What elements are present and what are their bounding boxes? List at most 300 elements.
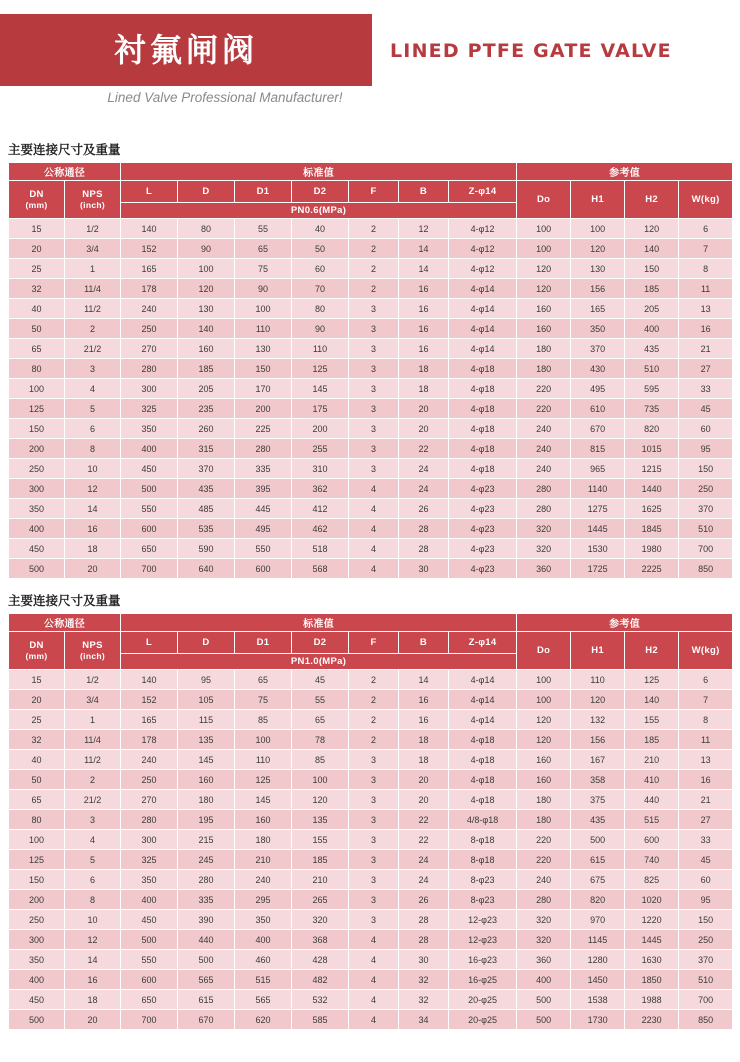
- cell: 105: [178, 690, 235, 710]
- cell: 4: [349, 479, 399, 499]
- cell: 16-φ23: [449, 950, 517, 970]
- cell: 615: [178, 990, 235, 1010]
- table-row: [9, 259, 733, 279]
- cell: 360: [517, 559, 571, 579]
- spec-table-pn10: [8, 613, 733, 1030]
- cell: 26: [399, 890, 449, 910]
- cell: 65: [235, 670, 292, 690]
- cell: 150: [235, 359, 292, 379]
- cell: 370: [571, 339, 625, 359]
- pressure-rating-label: PN0.6(MPa): [121, 203, 517, 219]
- cell: 595: [625, 379, 679, 399]
- cell: 4: [349, 990, 399, 1010]
- cell: 180: [517, 810, 571, 830]
- cell: 515: [625, 810, 679, 830]
- cell: 1: [65, 259, 121, 279]
- cell: 20-φ25: [449, 990, 517, 1010]
- table-row: [9, 910, 733, 930]
- cell: 205: [625, 299, 679, 319]
- cell: 100: [9, 379, 65, 399]
- cell: 215: [178, 830, 235, 850]
- cell: 350: [121, 870, 178, 890]
- cell: 132: [571, 710, 625, 730]
- cell: 160: [178, 339, 235, 359]
- cell: 120: [517, 279, 571, 299]
- cell: 16: [399, 710, 449, 730]
- header-nominal-diameter: 公称通径: [9, 163, 121, 181]
- cell: 2: [349, 690, 399, 710]
- cell: 20: [9, 239, 65, 259]
- cell: 6: [679, 670, 733, 690]
- cell: 700: [679, 990, 733, 1010]
- col-b: B: [399, 632, 449, 654]
- header-standard-value: 标准值: [121, 163, 517, 181]
- cell: 13: [679, 299, 733, 319]
- cell: 4-φ14: [449, 690, 517, 710]
- cell: 28: [399, 519, 449, 539]
- cell: 320: [517, 519, 571, 539]
- cell: 15: [9, 670, 65, 690]
- col-d1: D1: [235, 632, 292, 654]
- cell: 125: [235, 770, 292, 790]
- cell: 20: [9, 690, 65, 710]
- cell: 3/4: [65, 690, 121, 710]
- cell: 150: [625, 259, 679, 279]
- cell: 320: [517, 930, 571, 950]
- table-row: [9, 439, 733, 459]
- cell: 270: [121, 790, 178, 810]
- cell: 240: [517, 419, 571, 439]
- col-d: D: [178, 632, 235, 654]
- cell: 1850: [625, 970, 679, 990]
- cell: 450: [9, 990, 65, 1010]
- cell: 4-φ14: [449, 319, 517, 339]
- cell: 27: [679, 359, 733, 379]
- col-dn: DN (mm): [9, 181, 65, 219]
- cell: 2: [65, 770, 121, 790]
- cell: 240: [517, 439, 571, 459]
- cell: 16: [399, 690, 449, 710]
- cell: 225: [235, 419, 292, 439]
- cell: 220: [517, 850, 571, 870]
- table-row: [9, 690, 733, 710]
- cell: 65: [292, 710, 349, 730]
- cell: 170: [235, 379, 292, 399]
- cell: 130: [571, 259, 625, 279]
- cell: 2: [349, 730, 399, 750]
- cell: 532: [292, 990, 349, 1010]
- cell: 350: [235, 910, 292, 930]
- cell: 4: [349, 930, 399, 950]
- table-row: [9, 559, 733, 579]
- cell: 185: [292, 850, 349, 870]
- cell: 210: [292, 870, 349, 890]
- cell: 140: [121, 670, 178, 690]
- cell: 195: [178, 810, 235, 830]
- cell: 450: [9, 539, 65, 559]
- cell: 440: [178, 930, 235, 950]
- page-title-cn: 衬氟闸阀: [113, 31, 258, 69]
- cell: 156: [571, 730, 625, 750]
- cell: 1/2: [65, 670, 121, 690]
- cell: 815: [571, 439, 625, 459]
- table-row: [9, 950, 733, 970]
- cell: 160: [517, 299, 571, 319]
- cell: 4-φ18: [449, 419, 517, 439]
- cell: 24: [399, 870, 449, 890]
- cell: 400: [235, 930, 292, 950]
- cell: 130: [235, 339, 292, 359]
- cell: 3: [349, 459, 399, 479]
- cell: 7: [679, 690, 733, 710]
- cell: 20: [399, 770, 449, 790]
- col-do: Do: [517, 181, 571, 219]
- cell: 400: [517, 970, 571, 990]
- table-row: [9, 279, 733, 299]
- cell: 180: [235, 830, 292, 850]
- cell: 335: [178, 890, 235, 910]
- cell: 150: [9, 870, 65, 890]
- cell: 80: [9, 359, 65, 379]
- cell: 325: [121, 850, 178, 870]
- cell: 160: [178, 770, 235, 790]
- cell: 14: [399, 670, 449, 690]
- cell: 1145: [571, 930, 625, 950]
- cell: 180: [517, 339, 571, 359]
- cell: 27: [679, 810, 733, 830]
- cell: 100: [517, 219, 571, 239]
- cell: 24: [399, 479, 449, 499]
- cell: 110: [235, 319, 292, 339]
- cell: 2: [349, 670, 399, 690]
- cell: 110: [235, 750, 292, 770]
- cell: 300: [121, 379, 178, 399]
- cell: 160: [517, 750, 571, 770]
- cell: 358: [571, 770, 625, 790]
- cell: 500: [121, 479, 178, 499]
- cell: 670: [178, 1010, 235, 1030]
- cell: 4-φ23: [449, 499, 517, 519]
- cell: 700: [121, 1010, 178, 1030]
- cell: 250: [121, 770, 178, 790]
- cell: 130: [178, 299, 235, 319]
- page-subtitle: Lined Valve Professional Manufacturer!: [107, 90, 343, 105]
- cell: 435: [178, 479, 235, 499]
- cell: 100: [517, 690, 571, 710]
- cell: 3: [65, 359, 121, 379]
- cell: 3: [349, 379, 399, 399]
- cell: 6: [679, 219, 733, 239]
- cell: 4: [349, 499, 399, 519]
- cell: 20: [399, 399, 449, 419]
- cell: 11/2: [65, 299, 121, 319]
- cell: 565: [178, 970, 235, 990]
- col-nps: NPS (inch): [65, 181, 121, 219]
- cell: 60: [679, 419, 733, 439]
- cell: 2225: [625, 559, 679, 579]
- cell: 320: [292, 910, 349, 930]
- cell: 18: [399, 359, 449, 379]
- cell: 1/2: [65, 219, 121, 239]
- cell: 30: [399, 950, 449, 970]
- cell: 65: [9, 339, 65, 359]
- spec-section-pn06: [0, 140, 740, 579]
- cell: 50: [9, 319, 65, 339]
- cell: 167: [571, 750, 625, 770]
- cell: 165: [121, 259, 178, 279]
- cell: 28: [399, 910, 449, 930]
- table-row: [9, 239, 733, 259]
- cell: 500: [9, 1010, 65, 1030]
- cell: 14: [65, 950, 121, 970]
- cell: 4-φ18: [449, 399, 517, 419]
- col-d2: D2: [292, 181, 349, 203]
- cell: 75: [235, 259, 292, 279]
- spec-table-body-1: [9, 219, 733, 579]
- cell: 4-φ12: [449, 219, 517, 239]
- cell: 510: [679, 519, 733, 539]
- cell: 80: [178, 219, 235, 239]
- cell: 620: [235, 1010, 292, 1030]
- col-weight: W(kg): [679, 181, 733, 219]
- cell: 3: [349, 890, 399, 910]
- cell: 3: [349, 850, 399, 870]
- cell: 4-φ18: [449, 770, 517, 790]
- cell: 140: [625, 239, 679, 259]
- header-reference-value: 参考值: [517, 614, 733, 632]
- table-row: [9, 399, 733, 419]
- col-h1: H1: [571, 632, 625, 670]
- cell: 1275: [571, 499, 625, 519]
- cell: 120: [571, 690, 625, 710]
- cell: 175: [292, 399, 349, 419]
- cell: 440: [625, 790, 679, 810]
- cell: 100: [178, 259, 235, 279]
- cell: 11/4: [65, 279, 121, 299]
- col-b: B: [399, 181, 449, 203]
- spec-table-body-2: [9, 670, 733, 1030]
- cell: 670: [571, 419, 625, 439]
- cell: 11/2: [65, 750, 121, 770]
- cell: 1215: [625, 459, 679, 479]
- cell: 280: [121, 359, 178, 379]
- cell: 300: [9, 479, 65, 499]
- cell: 6: [65, 870, 121, 890]
- cell: 16: [65, 519, 121, 539]
- cell: 55: [292, 690, 349, 710]
- cell: 90: [235, 279, 292, 299]
- cell: 4-φ18: [449, 750, 517, 770]
- cell: 14: [399, 239, 449, 259]
- table-row: [9, 810, 733, 830]
- col-f: F: [349, 632, 399, 654]
- cell: 21/2: [65, 339, 121, 359]
- cell: 4-φ18: [449, 459, 517, 479]
- cell: 675: [571, 870, 625, 890]
- table-row: [9, 930, 733, 950]
- cell: 32: [9, 730, 65, 750]
- cell: 33: [679, 830, 733, 850]
- cell: 700: [121, 559, 178, 579]
- cell: 700: [679, 539, 733, 559]
- cell: 600: [121, 519, 178, 539]
- cell: 12: [65, 930, 121, 950]
- cell: 180: [517, 359, 571, 379]
- cell: 60: [292, 259, 349, 279]
- cell: 4-φ18: [449, 379, 517, 399]
- cell: 220: [517, 379, 571, 399]
- cell: 515: [235, 970, 292, 990]
- table-row: [9, 730, 733, 750]
- cell: 22: [399, 830, 449, 850]
- cell: 495: [235, 519, 292, 539]
- cell: 15: [9, 219, 65, 239]
- cell: 156: [571, 279, 625, 299]
- cell: 40: [9, 750, 65, 770]
- cell: 4-φ14: [449, 670, 517, 690]
- cell: 16-φ25: [449, 970, 517, 990]
- cell: 80: [292, 299, 349, 319]
- cell: 495: [571, 379, 625, 399]
- cell: 26: [399, 499, 449, 519]
- cell: 370: [679, 950, 733, 970]
- cell: 610: [571, 399, 625, 419]
- cell: 280: [178, 870, 235, 890]
- cell: 3: [65, 810, 121, 830]
- cell: 185: [625, 279, 679, 299]
- cell: 235: [178, 399, 235, 419]
- cell: 135: [178, 730, 235, 750]
- cell: 965: [571, 459, 625, 479]
- cell: 20: [399, 419, 449, 439]
- cell: 1725: [571, 559, 625, 579]
- table-row: [9, 519, 733, 539]
- cell: 100: [235, 299, 292, 319]
- cell: 11/4: [65, 730, 121, 750]
- cell: 100: [9, 830, 65, 850]
- cell: 390: [178, 910, 235, 930]
- cell: 280: [235, 439, 292, 459]
- cell: 1988: [625, 990, 679, 1010]
- cell: 65: [9, 790, 65, 810]
- cell: 3: [349, 830, 399, 850]
- table-row: [9, 850, 733, 870]
- cell: 4: [349, 950, 399, 970]
- cell: 600: [625, 830, 679, 850]
- cell: 240: [517, 459, 571, 479]
- cell: 120: [292, 790, 349, 810]
- cell: 205: [178, 379, 235, 399]
- cell: 78: [292, 730, 349, 750]
- cell: 310: [292, 459, 349, 479]
- table-row: [9, 830, 733, 850]
- cell: 4-φ23: [449, 479, 517, 499]
- cell: 165: [121, 710, 178, 730]
- cell: 24: [399, 459, 449, 479]
- cell: 18: [399, 730, 449, 750]
- cell: 12: [65, 479, 121, 499]
- cell: 8-φ18: [449, 850, 517, 870]
- cell: 4: [65, 830, 121, 850]
- header-nominal-diameter: 公称通径: [9, 614, 121, 632]
- cell: 500: [9, 559, 65, 579]
- cell: 14: [65, 499, 121, 519]
- cell: 240: [235, 870, 292, 890]
- cell: 145: [178, 750, 235, 770]
- cell: 565: [235, 990, 292, 1010]
- cell: 300: [121, 830, 178, 850]
- cell: 260: [178, 419, 235, 439]
- cell: 550: [121, 950, 178, 970]
- cell: 16: [65, 970, 121, 990]
- cell: 3: [349, 299, 399, 319]
- table-row: [9, 890, 733, 910]
- cell: 615: [571, 850, 625, 870]
- cell: 1730: [571, 1010, 625, 1030]
- cell: 25: [9, 710, 65, 730]
- cell: 11: [679, 730, 733, 750]
- cell: 500: [121, 930, 178, 950]
- cell: 90: [292, 319, 349, 339]
- cell: 3: [349, 810, 399, 830]
- cell: 95: [679, 439, 733, 459]
- cell: 640: [178, 559, 235, 579]
- cell: 20: [65, 1010, 121, 1030]
- cell: 2: [65, 319, 121, 339]
- pressure-rating-label: PN1.0(MPa): [121, 654, 517, 670]
- cell: 4-φ14: [449, 339, 517, 359]
- cell: 240: [121, 299, 178, 319]
- cell: 65: [235, 239, 292, 259]
- cell: 430: [571, 359, 625, 379]
- cell: 500: [178, 950, 235, 970]
- col-z-phi: Z-φ14: [449, 181, 517, 203]
- cell: 550: [121, 499, 178, 519]
- cell: 75: [235, 690, 292, 710]
- cell: 220: [517, 830, 571, 850]
- cell: 95: [679, 890, 733, 910]
- cell: 18: [399, 750, 449, 770]
- col-z-phi: Z-φ14: [449, 632, 517, 654]
- cell: 510: [679, 970, 733, 990]
- cell: 125: [292, 359, 349, 379]
- cell: 16: [399, 299, 449, 319]
- cell: 140: [178, 319, 235, 339]
- cell: 21: [679, 339, 733, 359]
- table-row: [9, 459, 733, 479]
- col-do: Do: [517, 632, 571, 670]
- cell: 4: [349, 970, 399, 990]
- cell: 568: [292, 559, 349, 579]
- cell: 30: [399, 559, 449, 579]
- cell: 70: [292, 279, 349, 299]
- cell: 435: [625, 339, 679, 359]
- cell: 320: [517, 539, 571, 559]
- spec-table-pn06: [8, 162, 733, 579]
- cell: 1280: [571, 950, 625, 970]
- cell: 4: [65, 379, 121, 399]
- cell: 90: [178, 239, 235, 259]
- col-h1: H1: [571, 181, 625, 219]
- cell: 12-φ23: [449, 910, 517, 930]
- cell: 240: [121, 750, 178, 770]
- table-row: [9, 539, 733, 559]
- cell: 185: [625, 730, 679, 750]
- cell: 435: [571, 810, 625, 830]
- cell: 4-φ23: [449, 539, 517, 559]
- cell: 16: [399, 339, 449, 359]
- cell: 140: [625, 690, 679, 710]
